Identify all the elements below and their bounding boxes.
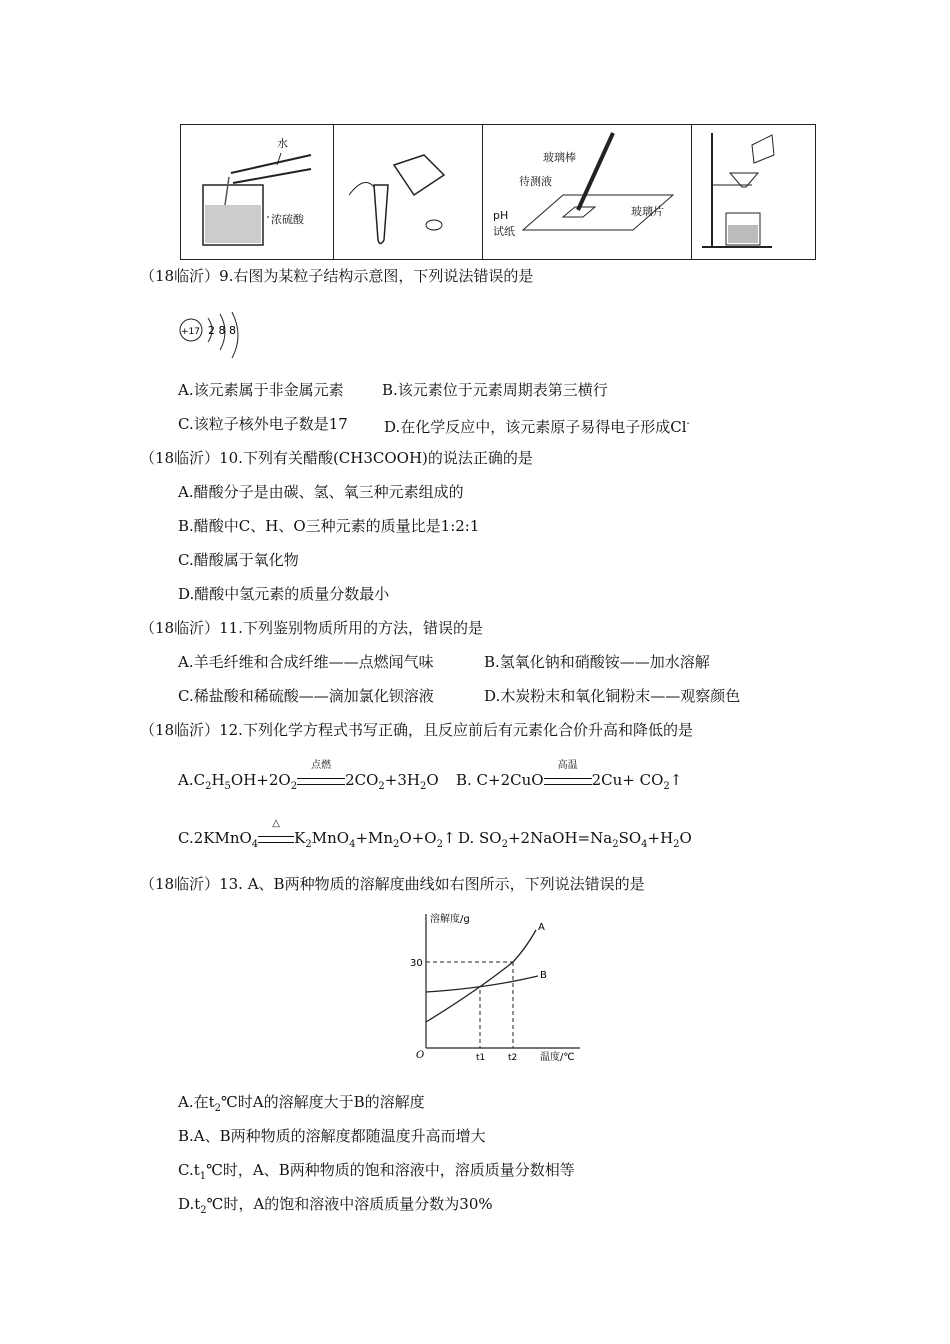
q13-option-c: $C.t_1℃$时，A、B两种物质的饱和溶液中，溶质质量分数相等 [178, 1161, 575, 1182]
test-liquid-label: 待测液 [519, 175, 552, 188]
q9-stem: （18临沂）9.右图为某粒子结构示意图，下列说法错误的是 [140, 267, 534, 285]
filtration-figure [692, 125, 816, 259]
glass-sheet-label: 玻璃片 [631, 205, 664, 218]
q11-option-a: A.羊毛纤维和合成纤维——点燃闻气味 [178, 653, 434, 671]
beaker-pouring-svg [181, 125, 333, 259]
nucleus-charge: +17 [181, 327, 200, 337]
q10-option-a: A.醋酸分子是由碳、氢、氧三种元素组成的 [178, 483, 464, 501]
cond-heat: △ [272, 818, 280, 829]
x-tick-t2: t2 [508, 1053, 518, 1062]
q12-option-d: D. $SO_2+2NaOH=Na_2SO_4+H_2O$ [458, 829, 692, 850]
paper-label: 试纸 [493, 225, 515, 238]
filtration-svg [692, 125, 816, 259]
glass-rod-label: 玻璃棒 [543, 151, 576, 164]
q12-stem: （18临沂）12.下列化学方程式书写正确，且反应前后有元素化合价升高和降低的是 [140, 721, 693, 739]
electron-shells: 2 8 8 [208, 324, 236, 337]
q13-option-b: B.A、B两种物质的溶解度都随温度升高而增大 [178, 1127, 486, 1145]
q11-stem: （18临沂）11.下列鉴别物质所用的方法，错误的是 [140, 619, 483, 637]
series-a-line [426, 930, 536, 1022]
series-a-label: A [538, 922, 545, 933]
ph-label: pH [493, 209, 509, 222]
test-tube-svg [334, 125, 482, 259]
cond-high-temp: 高温 [557, 760, 578, 771]
series-b-label: B [540, 970, 547, 981]
q10-option-d: D.醋酸中氢元素的质量分数最小 [178, 585, 390, 603]
q10-stem: （18临沂）10.下列有关醋酸(CH3COOH)的说法正确的是 [140, 449, 533, 467]
test-tube-figure [334, 125, 483, 259]
q11-option-c: C.稀盐酸和稀硫酸——滴加氯化钡溶液 [178, 687, 434, 705]
cond-ignite: 点燃 [311, 760, 332, 771]
dilute-acid-figure [181, 125, 334, 259]
ph-test-figure [483, 125, 692, 259]
q9-option-c: C.该粒子核外电子数是17 [178, 415, 348, 433]
water-label: 水 [277, 137, 288, 150]
conc-acid-label: 浓硫酸 [271, 213, 304, 226]
q11-option-b: B.氢氧化钠和硝酸铵——加水溶解 [484, 653, 710, 671]
q9-option-b: B.该元素位于元素周期表第三横行 [382, 381, 608, 399]
series-b-line [426, 976, 538, 992]
q12-option-a: $A.C_2H_5OH+2O_2$ 点燃 $2CO_2+3H_2O$ [178, 770, 439, 797]
q13-option-d: $D.t_2℃$时，A的饱和溶液中溶质质量分数为30% [178, 1195, 493, 1216]
experiment-figure-row [180, 124, 816, 260]
q10-option-b: B.醋酸中C、H、O三种元素的质量比是1:2:1 [178, 517, 480, 535]
y-axis-label: 溶解度/g [430, 914, 470, 925]
x-tick-t1: t1 [476, 1053, 486, 1062]
q12-option-c: C.2KMnO$_4$ △ $K_2MnO_4+Mn_2O+O_2↑$ [178, 828, 456, 855]
q13-stem: （18临沂）13. A、B两种物质的溶解度曲线如右图所示，下列说法错误的是 [140, 875, 645, 893]
origin-label: O [416, 1050, 425, 1061]
q12-option-b: B. C+2CuO 高温 $2Cu+ CO_2↑$ [456, 770, 682, 797]
q9-option-d: D.在化学反应中，该元素原子易得电子形成Cl- [384, 418, 690, 436]
atom-structure-diagram [178, 312, 248, 360]
q9-option-a: A.该元素属于非金属元素 [178, 381, 344, 399]
q10-option-c: C.醋酸属于氧化物 [178, 551, 299, 569]
x-axis-label: 温度/℃ [540, 1052, 575, 1062]
q13-option-a: A.在$t_2℃$时A的溶解度大于B的溶解度 [178, 1093, 425, 1114]
q11-option-d: D.木炭粉末和氧化铜粉末——观察颜色 [484, 687, 741, 705]
y-tick-30: 30 [410, 958, 423, 969]
solubility-chart [408, 908, 588, 1062]
